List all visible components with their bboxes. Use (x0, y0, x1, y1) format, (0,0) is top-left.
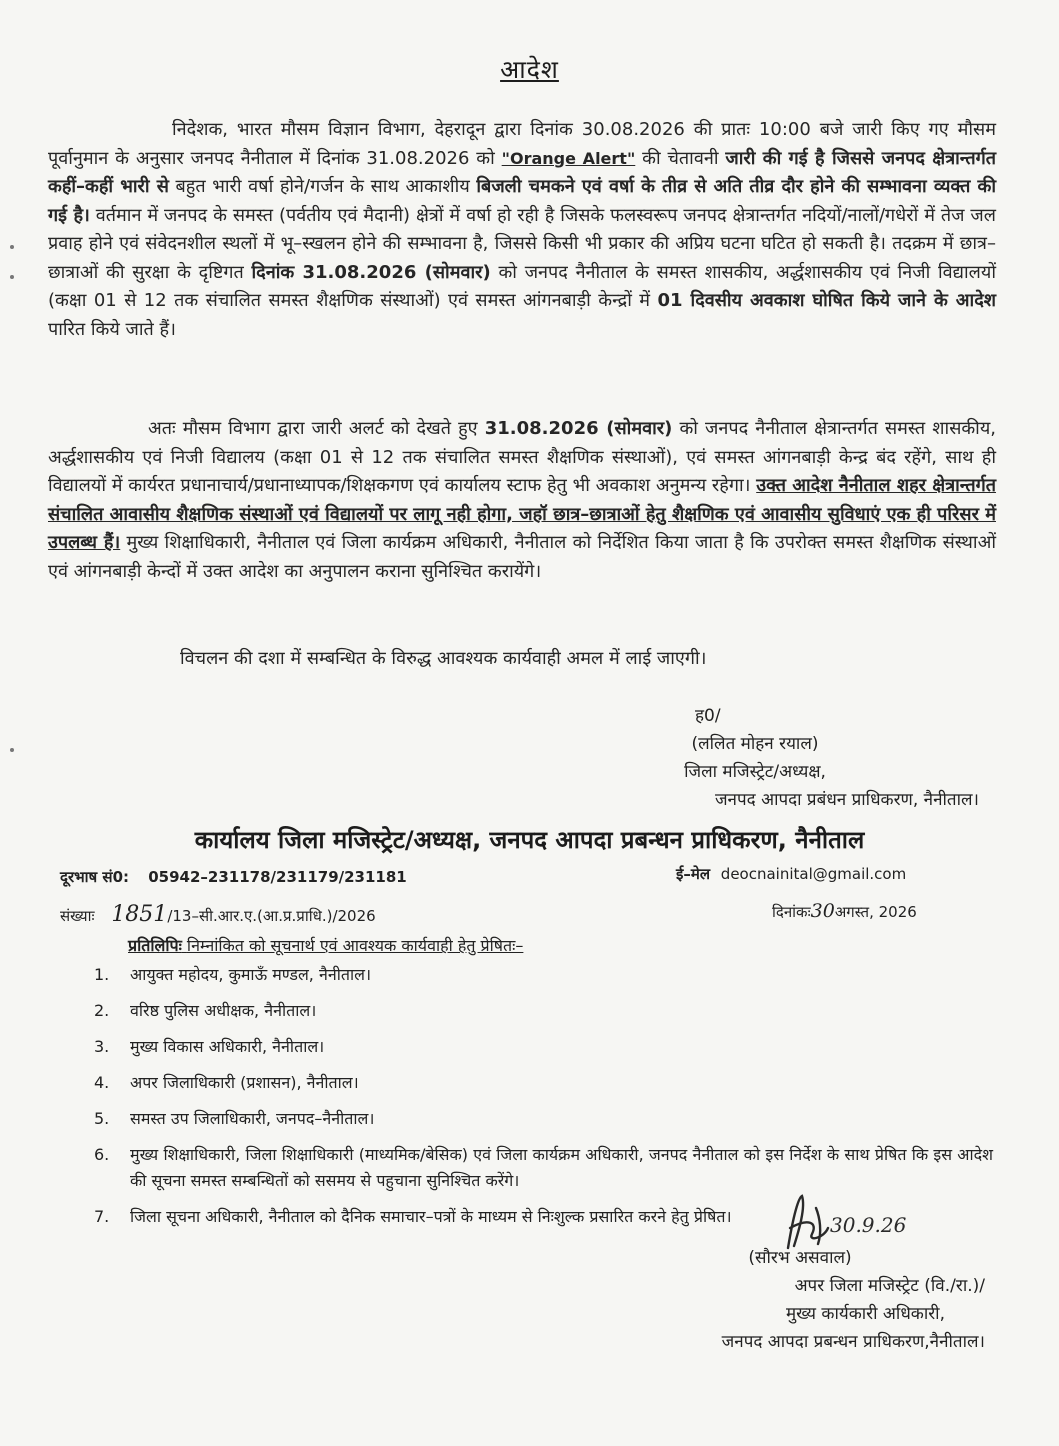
list-text: अपर जिलाधिकारी (प्रशासन), नैनीताल। (130, 1073, 359, 1092)
para1-text-3: बहुत भारी वर्षा होने/गर्जन के साथ आकाशीय (168, 176, 477, 197)
list-number: 5. (94, 1109, 110, 1128)
list-number: 4. (94, 1073, 110, 1092)
list-item (88, 1106, 993, 1132)
para1-bold-4: 01 दिवसीय अवकाश घोषित किये जाने के आदेश (657, 290, 996, 311)
para1-text-4: वर्तमान में जनपद के समस्त (पर्वतीय एवं मैदानी) क्षेत्रों में वर्षा हो रही है जिसके फलस्वरूप जनपद क्षेत्रान्तर्गत नदियों/नालों/गधेरों में तेज जल प्रवाह होने एवं संवेदनशील स्थलों में भू–स्खलन होने की सम्भावना है, जिससे किसी भी प्रकार की अप्रिय घटना घटित हो सकती है। तदक्रम में छात्र–छात्राओं की सुरक्षा के दृष्टिगत (48, 204, 996, 283)
signatory-block-1 (535, 702, 979, 814)
handwritten-reference-no: 1851 (111, 902, 168, 927)
scan-speck (10, 245, 14, 249)
para1-bold-2: बिजली चमकने एवं वर्षा के तीव्र से अति तीव्र दौर होने की सम्भावना व्यक्त की गई है। (48, 176, 996, 226)
list-text: मुख्य शिक्षाधिकारी, जिला शिक्षाधिकारी (माध्यमिक/बेसिक) एवं जिला कार्यक्रम अधिकारी, जनपद नैनीताल को इस निर्देश के साथ प्रेषित कि इस आदेश की सूचना समस्त सम्बन्धितों को ससमय से पहुचाना सुनिश्चित करेंगे। (130, 1145, 993, 1190)
phone-label: दूरभाष सं0: (60, 868, 129, 886)
list-text: मुख्य विकास अधिकारी, नैनीताल। (130, 1037, 325, 1056)
copy-to-text: निम्नांकित को सूचनार्थ एवं आवश्यक कार्यवाही हेतु प्रेषितः– (186, 936, 524, 955)
order-heading: आदेश (500, 55, 559, 84)
list-text: आयुक्त महोदय, कुमाऊँ मण्डल, नैनीताल। (130, 965, 372, 984)
email-label: ई–मेल (676, 865, 711, 883)
copy-to-label: प्रतिलिपिः (128, 936, 182, 955)
para2-text-2: को जनपद नैनीताल क्षेत्रान्तर्गत समस्त शासकीय, अर्द्धशासकीय एवं निजी विद्यालय (कक्षा 01 से 12 तक संचालित समस्त शैक्षणिक संस्थाओं), एवं समस्त आंगनबाड़ी केन्द्र बंद रहेंगे, साथ ही विद्यालयों में कार्यरत प्रधानाचार्य/प्रधानाध्यापक/शिक्षकगण एवं कार्यालय स्टाफ हेतु भी अवकाश अनुमन्य रहेगा। (48, 418, 997, 496)
list-text: समस्त उप जिलाधिकारी, जनपद–नैनीताल। (130, 1109, 375, 1128)
office-heading: कार्यालय जिला मजिस्ट्रेट/अध्यक्ष, जनपद आपदा प्रबन्धन प्राधिकरण, नैनीताल (194, 826, 865, 854)
para1-bold-1: जारी की गई है जिससे जनपद क्षेत्रान्तर्गत कहीं–कहीं भारी से (48, 147, 996, 197)
signatory-2-designation-1: अपर जिला मजिस्ट्रेट (वि./रा.)/ (794, 1276, 985, 1296)
list-text: वरिष्ठ पुलिस अधीक्षक, नैनीताल। (130, 1001, 317, 1020)
orange-alert-label: "Orange Alert" (501, 148, 636, 168)
copy-to-line (128, 934, 523, 956)
scan-speck (10, 748, 14, 752)
list-number: 2. (94, 1001, 110, 1020)
para1-text-5: को जनपद नैनीताल के समस्त शासकीय, अर्द्धशासकीय एवं निजी विद्यालयों (कक्षा 01 से 12 तक संचालित समस्त शैक्षणिक संस्थाओं) एवं समस्त आंगनबाड़ी केन्द्रों में (48, 261, 996, 311)
list-number: 1. (94, 965, 110, 984)
para1-text-1: निदेशक, भारत मौसम विज्ञान विभाग, देहरादून द्वारा दिनांक 30.08.2026 की प्रातः 10:00 बजे जारी किए गए मौसम पूर्वानुमान के अनुसार जनपद नैनीताल में दिनांक 31.08.2026 को (48, 119, 996, 169)
list-number: 6. (94, 1145, 110, 1164)
para1-text-6: पारित किये जाते हैं। (48, 318, 176, 340)
list-item (88, 962, 993, 988)
signatory-2-name: (सौरभ असवाल) (748, 1248, 852, 1268)
list-item (88, 1070, 993, 1096)
date-rest: अगस्त, 2026 (834, 903, 917, 921)
scan-speck (10, 275, 14, 279)
signatory-2-authority: जनपद आपदा प्रबन्धन प्राधिकरण,नैनीताल। (721, 1332, 985, 1352)
list-item (88, 1034, 993, 1060)
reference-suffix: /13–सी.आर.ए.(आ.प्र.प्राधि.)/2026 (167, 907, 376, 925)
para2-exception-clause: उक्त आदेश नैनीताल शहर क्षेत्रान्तर्गत संचालित आवासीय शैक्षणिक संस्थाओं एवं विद्यालयों पर लागू नही होगा, जहॉ छात्र–छात्राओं हेतु शैक्षणिक एवं आवासीय सुविधाएं एक ही परिसर में उपलब्ध हैं। (48, 475, 997, 553)
signed-mark: ह0/ (695, 706, 721, 726)
email-line (676, 864, 906, 884)
order-paragraph-3: विचलन की दशा में सम्बन्धित के विरुद्ध आवश्यक कार्यवाही अमल में लाई जाएगी। (180, 648, 707, 669)
para2-text-3: मुख्य शिक्षाधिकारी, नैनीताल एवं जिला कार्यक्रम अधिकारी, नैनीताल को निर्देशित किया जाता है कि उपरोक्त समस्त शैक्षणिक संस्थाओं एवं आंगनबाड़ी केन्दों में उक्त आदेश का अनुपालन कराना सुनिश्चित करायेंगे। (48, 532, 996, 582)
para2-text-1: अतः मौसम विभाग द्वारा जारी अलर्ट को देखते हुए (148, 418, 485, 439)
list-number: 3. (94, 1037, 110, 1056)
phone-number: 05942–231178/231179/231181 (148, 868, 407, 886)
signatory-1-name: (ललित मोहन रयाल) (691, 734, 819, 754)
email-address: deocnainital@gmail.com (720, 865, 907, 883)
list-item (88, 1142, 993, 1194)
list-item (88, 998, 993, 1024)
reference-number (60, 902, 376, 927)
list-number: 7. (94, 1207, 110, 1226)
signatory-1-authority: जनपद आपदा प्रबंधन प्राधिकरण, नैनीताल। (714, 790, 979, 810)
reference-label: संख्याः (60, 907, 95, 925)
para2-bold-date: 31.08.2026 (सोमवार) (484, 418, 673, 439)
signature-date: 30.9.26 (830, 1213, 907, 1237)
para1-bold-3: दिनांक 31.08.2026 (सोमवार) (251, 261, 491, 283)
para1-text-2: की चेतावनी (635, 147, 726, 169)
signatory-block-2 (585, 1244, 985, 1356)
list-text: जिला सूचना अधिकारी, नैनीताल को दैनिक समाचार–पत्रों के माध्यम से निःशुल्क प्रसारित करने हेतु प्रेषित। (130, 1207, 732, 1226)
order-paragraph-1 (48, 116, 996, 344)
order-date (772, 900, 917, 922)
date-label: दिनांकः (772, 903, 811, 921)
handwritten-day: 30 (810, 900, 835, 922)
order-paragraph-2 (48, 415, 996, 586)
signatory-2-designation-2: मुख्य कार्यकारी अधिकारी, (786, 1304, 945, 1324)
phone-line (60, 867, 407, 887)
signatory-1-designation: जिला मजिस्ट्रेट/अध्यक्ष, (684, 762, 826, 782)
